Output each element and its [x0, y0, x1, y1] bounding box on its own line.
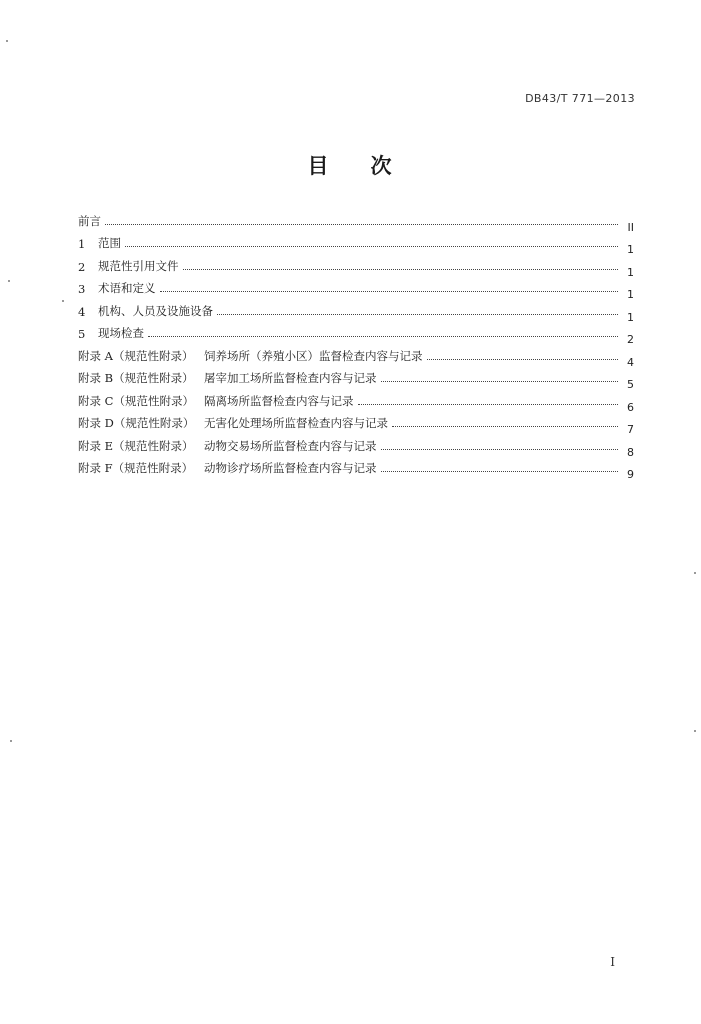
scan-speck — [10, 740, 12, 742]
toc-leader-dots — [392, 426, 618, 427]
scan-speck — [694, 572, 696, 574]
scan-speck — [8, 280, 10, 282]
toc-entry-number: 3 — [78, 282, 86, 296]
toc-entry-label: 屠宰加工场所监督检查内容与记录 — [204, 371, 377, 385]
toc-entry-page: 8 — [627, 445, 634, 459]
toc-entry-number: 2 — [78, 259, 86, 274]
toc-entry-appendix-c[interactable] — [78, 386, 634, 414]
toc-entry-terms-definitions[interactable] — [78, 274, 634, 301]
toc-entry-label: 无害化处理场所监督检查内容与记录 — [204, 416, 388, 430]
scan-speck — [6, 40, 8, 42]
toc-title-char-1: 目 — [307, 154, 331, 178]
toc-entry-page: II — [627, 220, 634, 234]
toc-entry-page: 1 — [627, 288, 634, 301]
toc-entry-page: 1 — [627, 310, 634, 324]
toc-entry-organization-personnel[interactable] — [78, 296, 634, 324]
page-number: I — [610, 955, 615, 969]
toc-leader-dots — [148, 336, 618, 337]
toc-entry-label: 术语和定义 — [98, 281, 156, 295]
toc-entry-label: 动物诊疗场所监督检查内容与记录 — [204, 461, 377, 475]
toc-leader-dots — [381, 381, 619, 382]
toc-entry-page: 6 — [627, 400, 634, 414]
toc-list — [78, 206, 634, 481]
toc-entry-label: 规范性引用文件 — [98, 258, 179, 273]
document-code: DB43/T 771—2013 — [525, 92, 635, 105]
toc-entry-page: 5 — [627, 378, 634, 391]
toc-entry-label: 范围 — [98, 236, 121, 250]
toc-entry-label: 机构、人员及设施设备 — [98, 303, 213, 318]
toc-entry-number: 4 — [78, 304, 86, 319]
toc-entry-scope[interactable] — [78, 229, 634, 256]
toc-leader-dots — [217, 314, 618, 315]
toc-title — [0, 150, 701, 180]
toc-leader-dots — [183, 269, 619, 270]
toc-appendix-label: 附录 E（规范性附录） — [78, 438, 194, 453]
toc-title-char-2: 次 — [370, 154, 394, 178]
toc-entry-page: 1 — [627, 243, 634, 256]
toc-appendix-label: 附录 A（规范性附录） — [78, 348, 194, 363]
toc-entry-page: 1 — [627, 265, 634, 279]
toc-appendix-label: 附录 C（规范性附录） — [78, 393, 194, 408]
scan-speck — [62, 300, 64, 302]
toc-leader-dots — [160, 291, 619, 292]
toc-entry-page: 4 — [627, 355, 634, 369]
toc-entry-site-inspection[interactable] — [78, 319, 634, 346]
toc-entry-appendix-b[interactable] — [78, 364, 634, 391]
toc-entry-appendix-f[interactable] — [78, 454, 634, 481]
toc-entry-page: 7 — [627, 423, 634, 436]
toc-leader-dots — [125, 246, 618, 247]
toc-appendix-label: 附录 B（规范性附录） — [78, 371, 194, 385]
toc-leader-dots — [358, 404, 619, 405]
toc-entry-label: 隔离场所监督检查内容与记录 — [204, 393, 354, 408]
toc-entry-label: 动物交易场所监督检查内容与记录 — [204, 438, 377, 453]
toc-entry-label: 现场检查 — [98, 326, 144, 340]
toc-entry-number: 1 — [78, 237, 86, 251]
toc-entry-normative-references[interactable] — [78, 251, 634, 279]
toc-entry-page: 2 — [627, 333, 634, 346]
toc-leader-dots — [381, 449, 619, 450]
toc-entry-foreword[interactable] — [78, 206, 634, 234]
toc-leader-dots — [105, 224, 618, 225]
toc-leader-dots — [381, 471, 619, 472]
toc-entry-label: 饲养场所（养殖小区）监督检查内容与记录 — [204, 348, 423, 363]
toc-entry-label: 前言 — [78, 213, 101, 228]
toc-leader-dots — [427, 359, 619, 360]
toc-entry-appendix-a[interactable] — [78, 341, 634, 369]
toc-entry-page: 9 — [627, 468, 634, 481]
toc-entry-number: 5 — [78, 327, 86, 341]
scan-speck — [694, 730, 696, 732]
toc-appendix-label: 附录 F（规范性附录） — [78, 461, 194, 475]
toc-entry-appendix-e[interactable] — [78, 431, 634, 459]
toc-appendix-label: 附录 D（规范性附录） — [78, 416, 195, 430]
toc-entry-appendix-d[interactable] — [78, 409, 634, 436]
